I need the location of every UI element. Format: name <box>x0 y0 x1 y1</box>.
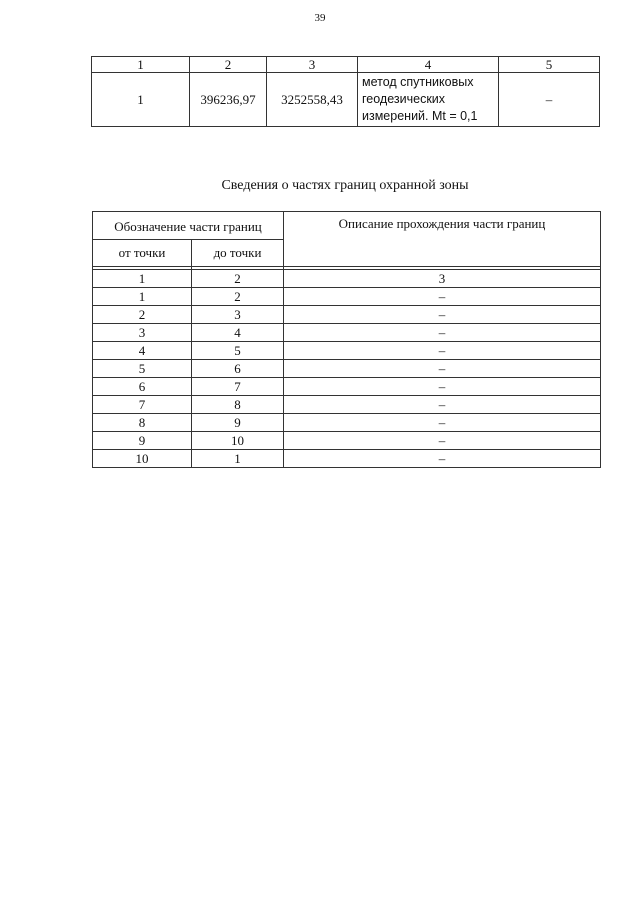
method-line: метод спутниковых <box>362 75 474 89</box>
table-row <box>93 360 601 378</box>
column-number-cell: 2 <box>192 270 284 288</box>
to-point-cell: 6 <box>192 360 284 378</box>
table-row <box>93 306 601 324</box>
table-row <box>93 378 601 396</box>
from-point-cell: 3 <box>93 324 192 342</box>
description-cell: – <box>284 324 601 342</box>
description-cell: – <box>284 378 601 396</box>
description-cell: – <box>284 396 601 414</box>
x-coordinate-cell: 396236,97 <box>190 73 267 127</box>
point-number-cell: 1 <box>92 73 190 127</box>
description-cell: – <box>284 432 601 450</box>
description-cell: – <box>284 450 601 468</box>
column-number-cell: 2 <box>190 57 267 73</box>
from-point-cell: 6 <box>93 378 192 396</box>
to-point-cell: 10 <box>192 432 284 450</box>
section-title: Сведения о частях границ охранной зоны <box>221 178 469 193</box>
method-line: измерений. Mt = 0,1 <box>362 109 478 123</box>
from-point-header: от точки <box>93 240 192 267</box>
coordinates-row <box>92 73 600 127</box>
description-cell: – <box>284 342 601 360</box>
coordinates-table <box>91 56 600 127</box>
from-point-cell: 5 <box>93 360 192 378</box>
from-point-cell: 1 <box>93 288 192 306</box>
page-number: 39 <box>314 12 326 24</box>
table-row <box>93 324 601 342</box>
from-point-cell: 8 <box>93 414 192 432</box>
to-point-cell: 7 <box>192 378 284 396</box>
table-row <box>93 288 601 306</box>
to-point-header: до точки <box>192 240 284 267</box>
from-point-cell: 4 <box>93 342 192 360</box>
column-number-cell: 3 <box>284 270 601 288</box>
description-header-cell: Описание прохождения части границ <box>284 212 601 267</box>
y-coordinate-cell: 3252558,43 <box>267 73 358 127</box>
from-point-cell: 2 <box>93 306 192 324</box>
column-number-cell: 5 <box>499 57 600 73</box>
table-row <box>93 396 601 414</box>
column-number-cell: 1 <box>92 57 190 73</box>
description-cell: – <box>284 360 601 378</box>
table-row <box>93 414 601 432</box>
table-row <box>93 342 601 360</box>
to-point-cell: 4 <box>192 324 284 342</box>
method-line: геодезических <box>362 92 446 106</box>
description-cell: – <box>284 414 601 432</box>
description-cell: – <box>284 306 601 324</box>
from-point-cell: 10 <box>93 450 192 468</box>
from-point-cell: 9 <box>93 432 192 450</box>
group-header-cell: Обозначение части границ <box>93 212 284 240</box>
table-row <box>93 450 601 468</box>
to-point-cell: 3 <box>192 306 284 324</box>
column-number-row <box>93 270 601 288</box>
coordinates-header-row <box>92 57 600 73</box>
to-point-cell: 1 <box>192 450 284 468</box>
boundary-parts-table <box>92 211 601 468</box>
to-point-cell: 9 <box>192 414 284 432</box>
to-point-cell: 2 <box>192 288 284 306</box>
to-point-cell: 5 <box>192 342 284 360</box>
column-number-cell: 4 <box>358 57 499 73</box>
description-cell: – <box>284 288 601 306</box>
to-point-cell: 8 <box>192 396 284 414</box>
table-row <box>93 432 601 450</box>
method-cell <box>358 73 499 127</box>
note-cell: – <box>499 73 600 127</box>
column-number-cell: 1 <box>93 270 192 288</box>
parts-header-row <box>93 212 601 240</box>
column-number-cell: 3 <box>267 57 358 73</box>
from-point-cell: 7 <box>93 396 192 414</box>
